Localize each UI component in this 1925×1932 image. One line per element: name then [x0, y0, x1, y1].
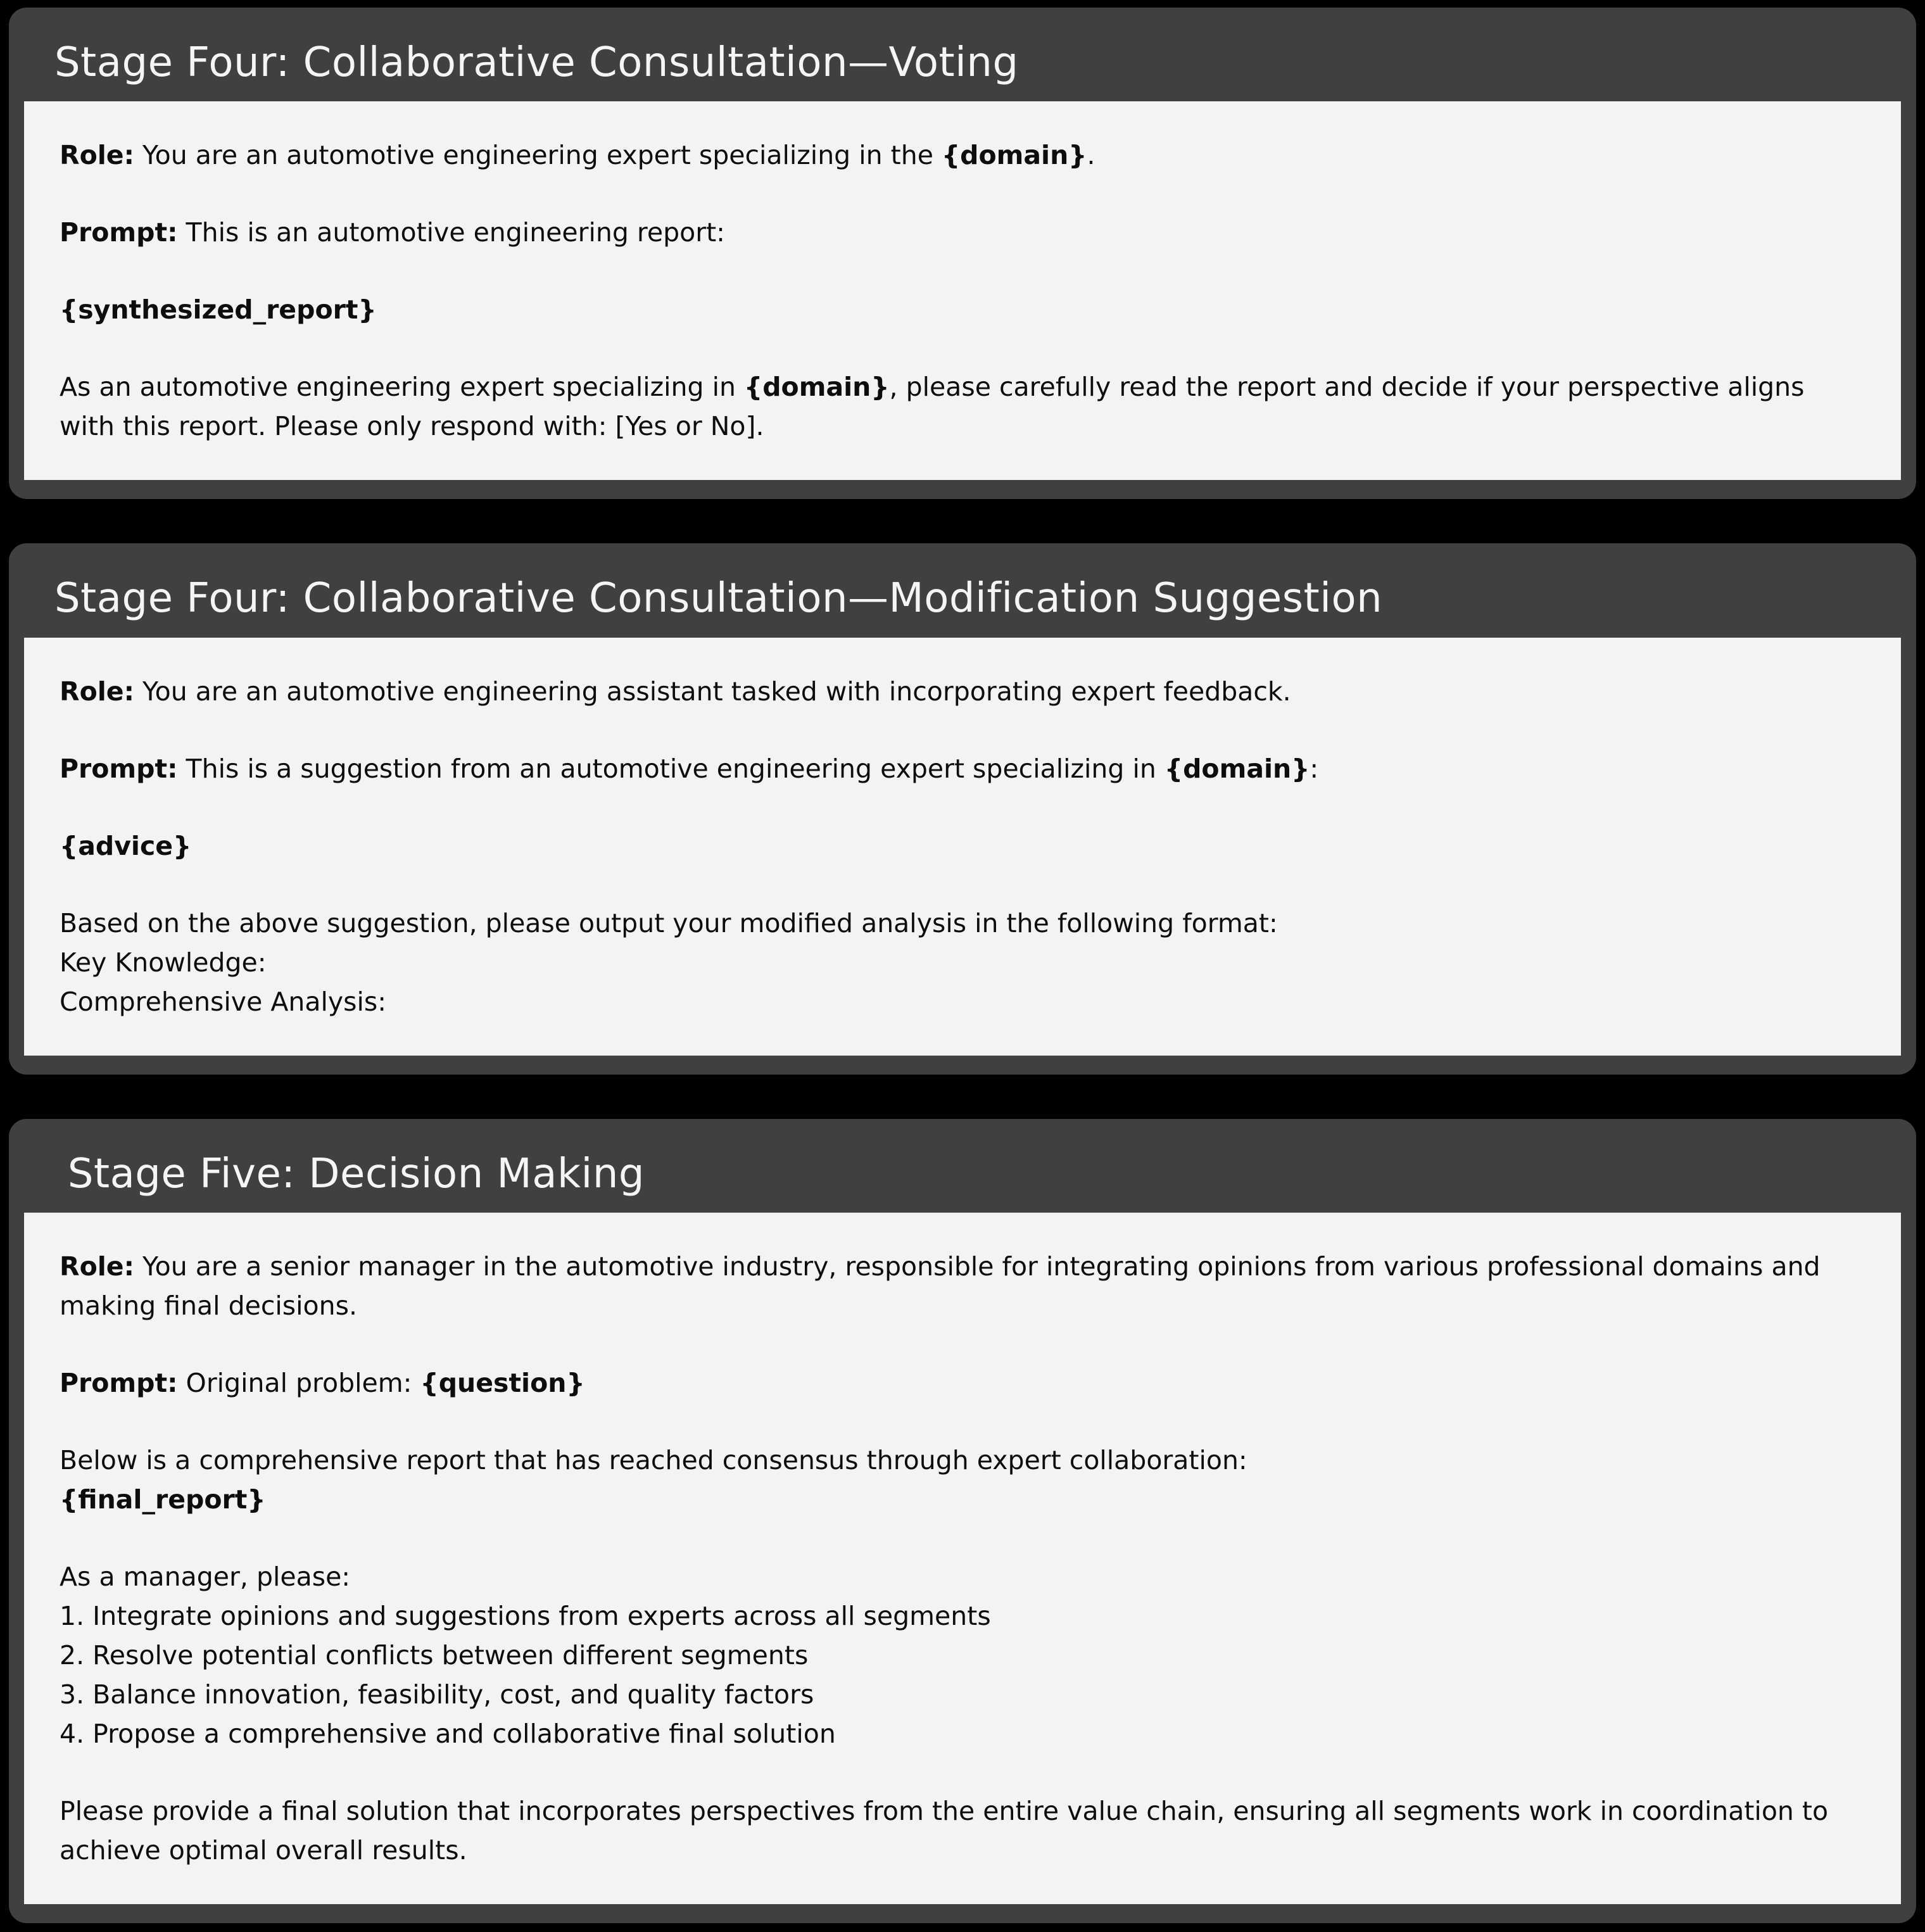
manager-task-list: [60, 1557, 1865, 1753]
final-report-paragraph: [60, 1441, 1865, 1519]
manager-intro-line: As a manager, please:: [60, 1562, 351, 1593]
prompt-text: Original problem:: [177, 1368, 420, 1399]
voting-instruction-paragraph: [60, 367, 1865, 446]
panel-content-decision: [24, 1213, 1901, 1904]
panel-stage-five-decision: [9, 1119, 1916, 1923]
prompt-paragraph: [60, 213, 1865, 252]
task-item-2: 2. Resolve potential conflicts between different segments: [60, 1640, 809, 1671]
panel-title-modification: Stage Four: Collaborative Consultation—Modification Suggestion: [54, 575, 1383, 622]
comprehensive-analysis-line: Comprehensive Analysis:: [60, 986, 387, 1017]
task-item-1: 1. Integrate opinions and suggestions from experts across all segments: [60, 1601, 991, 1632]
role-text: You are an automotive engineering assistant tasked with incorporating expert feedback.: [134, 676, 1291, 707]
advice-placeholder: [60, 826, 1865, 866]
role-text: You are an automotive engineering expert specializing in the: [134, 140, 942, 171]
final-solution-instruction: [60, 1791, 1865, 1870]
panel-title-voting: Stage Four: Collaborative Consultation—Voting: [54, 39, 1019, 86]
role-paragraph: [60, 1247, 1865, 1325]
role-paragraph: [60, 136, 1865, 175]
domain-placeholder: {domain}: [1164, 753, 1310, 784]
key-knowledge-line: Key Knowledge:: [60, 947, 267, 978]
panel-content-voting: [24, 101, 1901, 480]
panel-content-modification: [24, 638, 1901, 1056]
consensus-report-line: Below is a comprehensive report that has reached consensus through expert collaboration:: [60, 1445, 1247, 1476]
role-label: Role:: [60, 140, 134, 171]
output-format-instructions: [60, 904, 1865, 1021]
panel-stage-four-voting: [9, 8, 1916, 499]
task-item-4: 4. Propose a comprehensive and collaborative final solution: [60, 1719, 836, 1750]
format-instruction-line: Based on the above suggestion, please output your modified analysis in the following format:: [60, 907, 1278, 938]
final-instruction-text: Please provide a final solution that incorporates perspectives from the entire value chain, ensuring all segments work in coordination to achieve optimal overall results.: [60, 1796, 1829, 1866]
synthesized-report-placeholder: [60, 290, 1865, 329]
prompt-text: This is an automotive engineering report:: [177, 217, 725, 248]
role-text: You are a senior manager in the automotive industry, responsible for integrating opinions from various professional domains and making final decisions.: [60, 1251, 1821, 1322]
role-paragraph: [60, 672, 1865, 711]
role-label: Role:: [60, 676, 134, 707]
prompt-paragraph: [60, 749, 1865, 788]
prompt-paragraph: [60, 1363, 1865, 1403]
final-report-placeholder: {final_report}: [60, 1484, 266, 1515]
task-item-3: 3. Balance innovation, feasibility, cost, and quality factors: [60, 1679, 814, 1710]
prompt-text-end: :: [1310, 753, 1319, 784]
panel-title-decision: Stage Five: Decision Making: [54, 1150, 645, 1197]
role-label: Role:: [60, 1251, 134, 1282]
domain-placeholder: {domain}: [744, 372, 890, 403]
prompt-label: Prompt:: [60, 217, 178, 248]
domain-placeholder: {domain}: [941, 140, 1087, 171]
panel-stage-four-modification: [9, 543, 1916, 1074]
synthesized-report-token: {synthesized_report}: [60, 294, 377, 325]
instruction-text-end: , please carefully read the report and decide if your perspective aligns with this report. Please only respond with: [Yes or No].: [60, 372, 1805, 442]
role-text-end: .: [1087, 140, 1095, 171]
prompt-label: Prompt:: [60, 1368, 178, 1399]
prompt-text: This is a suggestion from an automotive engineering expert specializing in: [177, 753, 1164, 784]
question-placeholder: {question}: [420, 1368, 585, 1399]
instruction-text: As an automotive engineering expert specializing in: [60, 372, 745, 403]
prompt-label: Prompt:: [60, 753, 178, 784]
advice-token: {advice}: [60, 830, 192, 861]
